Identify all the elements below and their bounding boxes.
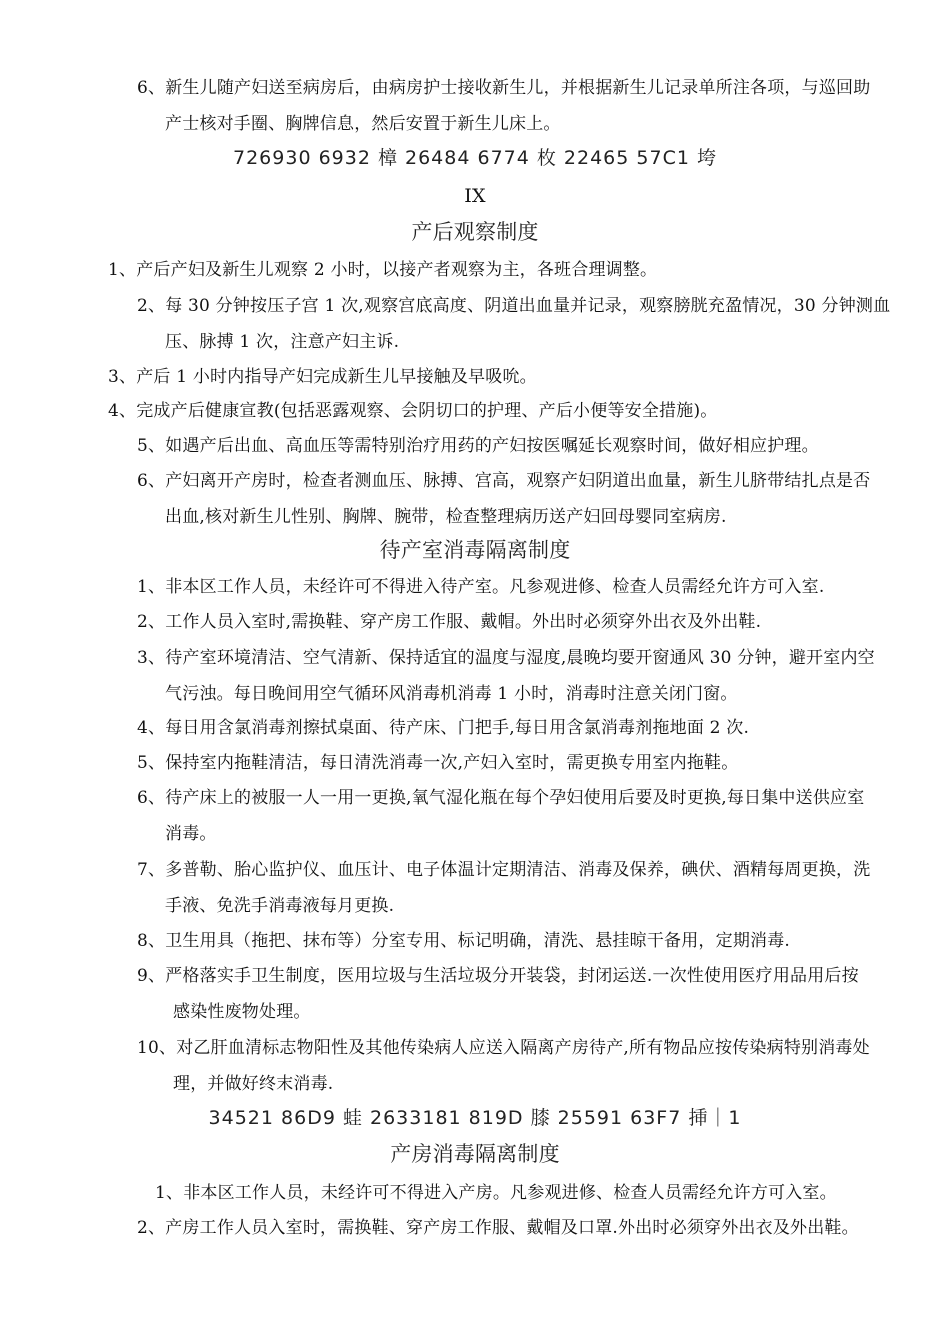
section-heading: 产后观察制度	[411, 220, 539, 244]
paragraph-line: 7、多普勒、胎心监护仪、血压计、电子体温计定期清洁、消毒及保养，碘伏、酒精每周更换，洗	[137, 860, 871, 880]
paragraph-line: 1、非本区工作人员，未经许可不得进入产房。凡参观进修、检查人员需经允许方可入室。	[155, 1183, 837, 1203]
paragraph-line: 9、严格落实手卫生制度，医用垃圾与生活垃圾分开装袋，封闭运送.一次性使用医疗用品用后按	[137, 966, 859, 986]
paragraph-line: 6、新生儿随产妇送至病房后，由病房护士接收新生儿，并根据新生儿记录单所注各项，与巡回助	[137, 78, 871, 98]
paragraph-line: 4、完成产后健康宣教(包括恶露观察、会阴切口的护理、产后小便等安全措施)。	[108, 401, 718, 421]
paragraph-line: 2、每 30 分钟按压子宫 1 次,观察宫底高度、阴道出血量并记录，观察膀胱充盈情况，30 分钟测血	[137, 296, 891, 316]
paragraph-line: 理，并做好终末消毒.	[173, 1074, 334, 1094]
paragraph-line: 3、产后 1 小时内指导产妇完成新生儿早接触及早吸吮。	[108, 367, 537, 387]
paragraph-line: 2、产房工作人员入室时，需换鞋、穿产房工作服、戴帽及口罩.外出时必须穿外出衣及外出鞋。	[137, 1218, 859, 1238]
paragraph-line: 产士核对手圈、胸牌信息，然后安置于新生儿床上。	[165, 114, 561, 134]
paragraph-line: 出血,核对新生儿性别、胸牌、腕带，检查整理病历送产妇回母婴同室病房.	[165, 507, 727, 527]
paragraph-line: 消毒。	[165, 824, 217, 844]
paragraph-line: 5、保持室内拖鞋清洁，每日清洗消毒一次,产妇入室时，需更换专用室内拖鞋。	[137, 753, 739, 773]
paragraph-line: 6、产妇离开产房时，检查者测血压、脉搏、宫高，观察产妇阴道出血量，新生儿脐带结扎点是否	[137, 471, 871, 491]
section-heading: 产房消毒隔离制度	[390, 1142, 560, 1166]
paragraph-line: 5、如遇产后出血、高血压等需特别治疗用药的产妇按医嘱延长观察时间，做好相应护理。	[137, 436, 819, 456]
paragraph-line: 1、非本区工作人员，未经许可不得进入待产室。凡参观进修、检查人员需经允许方可入室.	[137, 577, 825, 597]
section-heading: 待产室消毒隔离制度	[379, 538, 571, 562]
paragraph-line: 8、卫生用具（拖把、抹布等）分室专用、标记明确，清洗、悬挂晾干备用，定期消毒.	[137, 931, 791, 951]
paragraph-line: 1、产后产妇及新生儿观察 2 小时，以接产者观察为主，各班合理调整。	[108, 260, 658, 280]
paragraph-line: 6、待产床上的被服一人一用一更换,氧气湿化瓶在每个孕妇使用后要及时更换,每日集中送供应室	[137, 788, 865, 808]
paragraph-line: 压、脉搏 1 次，注意产妇主诉.	[165, 332, 400, 352]
paragraph-line: 3、待产室环境清洁、空气清新、保持适宜的温度与湿度,晨晚均要开窗通风 30 分钟，避开室内空	[137, 648, 875, 668]
paragraph-line: 气污浊。每日晚间用空气循环风消毒机消毒 1 小时，消毒时注意关闭门窗。	[165, 684, 738, 704]
code-line: 34521 86D9 蛙 2633181 819D 膝 25591 63F7 挿｜1	[208, 1107, 742, 1129]
paragraph-line: 2、工作人员入室时,需换鞋、穿产房工作服、戴帽。外出时必须穿外出衣及外出鞋.	[137, 612, 762, 632]
paragraph-line: 手液、免洗手消毒液每月更换.	[165, 896, 395, 916]
roman-numeral: IX	[464, 185, 486, 207]
paragraph-line: 4、每日用含氯消毒剂擦拭桌面、待产床、门把手,每日用含氯消毒剂拖地面 2 次.	[137, 718, 750, 738]
paragraph-line: 感染性废物处理。	[173, 1002, 311, 1022]
paragraph-line: 10、对乙肝血清标志物阳性及其他传染病人应送入隔离产房待产,所有物品应按传染病特别消毒处	[137, 1038, 870, 1058]
code-line: 726930 6932 樟 26484 6774 枚 22465 57C1 垮	[233, 147, 717, 169]
